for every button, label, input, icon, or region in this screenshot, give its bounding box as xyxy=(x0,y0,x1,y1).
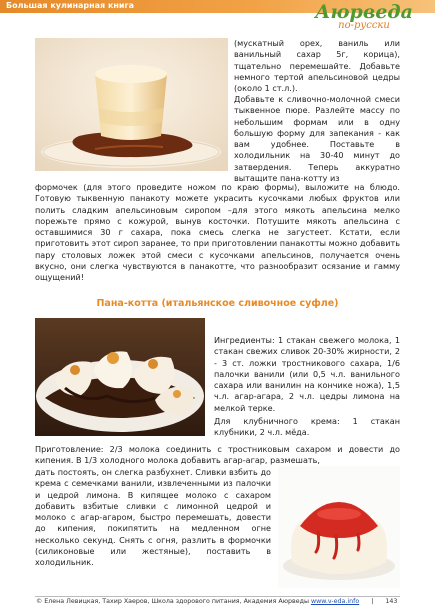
preparation-intro: Приготовление: 2/3 молока соединить с тростниковым сахаром и довести до кипения. В 1/3 холодного молока добавить агар-агар, размешать, xyxy=(35,444,400,466)
strawberry-panna-cotta-photo xyxy=(278,466,400,588)
footer-link[interactable]: www.v-eda.info xyxy=(310,598,360,605)
logo-sub-text: по-русски xyxy=(338,20,390,31)
intro-paragraph-3: формочек (для этого проведите ножом по краю формы), выложите на блюдо. Готовую тыквенную панакоту можете украсить кусочками любых фруктов или полить сладким апельсиновым сиропом –для этого мякоть апельсина мелко порежьте прямо с кожурой, вынув косточки. Потушите мякоть апельсина с оставшимися 30 г сахара, пока смесь слегка не загустеет. Кстати, если приготовить этот сироп заранее, то при приготовлении панакотты можно добавить пару столовых ложек этой смеси с кусочками апельсинов, получается очень вкусно, они слегка чувствуются в панакотте, что разнообразит осязание и гамму ощущений! xyxy=(35,182,400,283)
footer-separator: | xyxy=(371,598,374,605)
logo-main-text: Аюрведа xyxy=(315,1,413,23)
cream-ingredients-text: Для клубничного крема: 1 стакан клубники, 2 ч.л. мёда. xyxy=(214,416,400,438)
preparation-steps: дать постоять, он слегка разбухнет. Сливки взбить до крема с семечками ванили, извлеченными из палочки и цедрой лимона. В кипящее молоко с сахаром добавить взбитые сливки с лимонной цедрой и молоко с агар-агаром, быстро перемешать, довести до кипения, покипятить на медленном огне несколько секунд. Снять с огня, разлить в формочки (силиконовые или жестяные), поставить в холодильник. xyxy=(35,467,271,568)
intro-paragraph-2: Добавьте к сливочно-молочной смеси тыквенное пюре. Разлейте массу по небольшим формам или в одну большую форму для запекания - как вам удобнее. Поставьте в холодильник на 30-40 минут до затвердения. Теперь аккуратно вытащите пана-котту из xyxy=(234,94,400,184)
book-title: Большая кулинарная книга xyxy=(6,1,135,10)
site-logo xyxy=(299,2,429,38)
chocolate-panna-cotta-photo xyxy=(35,318,205,436)
panna-cotta-photo xyxy=(35,38,228,171)
page-number: 143 xyxy=(385,598,398,605)
recipe-heading: Пана-котта (итальянское сливочное суфле) xyxy=(96,298,339,309)
page-footer xyxy=(36,598,416,605)
intro-paragraph-1: (мускатный орех, ваниль или ванильный сахар 5г, корица), тщательно перемешайте. Добавьте немного тертой апельсиновой цедры (около 1 ст.л.). xyxy=(234,38,400,94)
footer-divider xyxy=(35,596,400,597)
ingredients-text: Ингредиенты: 1 стакан свежего молока, 1 стакан свежих сливок 20-30% жирности, 2 - 3 ст. ложки тростникового сахара, 1/6 палочки ванили (или 0,5 ч.л. ванильного сахара или ванилин на кончике ножа), 1,5 ч.л. агар-агара, 2 ч.л. цедры лимона на мелкой терке. xyxy=(214,335,400,413)
footer-credits: © Елена Левицкая, Тахир Хаеров, Школа здорового питания, Академия Аюрведы xyxy=(36,598,309,605)
